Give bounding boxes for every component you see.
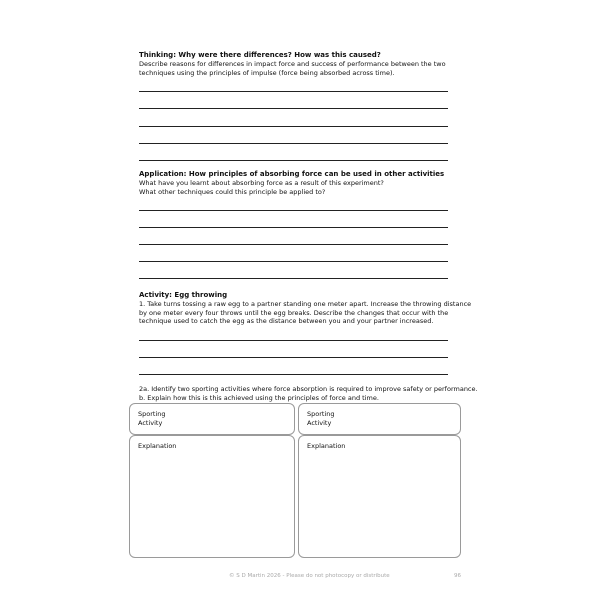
answer-line[interactable] bbox=[139, 244, 448, 245]
application-heading: Application: How principles of absorbing force can be used in other activities bbox=[139, 170, 445, 178]
answer-line[interactable] bbox=[139, 126, 448, 127]
question-2a: 2a. Identify two sporting activities where force absorption is required to improve safety or performance. bbox=[139, 385, 478, 393]
sporting-activity-label bbox=[307, 410, 335, 427]
question-2b: b. Explain how this is this achieved using the principles of force and time. bbox=[139, 393, 379, 402]
explanation-box-right[interactable] bbox=[298, 435, 461, 558]
answer-line[interactable] bbox=[139, 160, 448, 161]
application-line-2: What other techniques could this principle be applied to? bbox=[139, 187, 326, 196]
answer-line[interactable] bbox=[139, 374, 448, 375]
activity-heading: Activity: Egg throwing bbox=[139, 291, 228, 299]
activity-line-1: 1. Take turns tossing a raw egg to a partner standing one meter apart. Increase the throwing distance bbox=[139, 300, 472, 308]
page-number: 96 bbox=[454, 573, 461, 579]
thinking-instructions bbox=[139, 60, 446, 77]
answer-line[interactable] bbox=[139, 278, 448, 279]
explanation-label: Explanation bbox=[307, 442, 346, 450]
question-2 bbox=[139, 385, 478, 402]
answer-line[interactable] bbox=[139, 340, 448, 341]
answer-line[interactable] bbox=[139, 143, 448, 144]
sporting-activity-box-right[interactable] bbox=[298, 403, 461, 435]
thinking-line-2: techniques using the principles of impulse (force being absorbed across time). bbox=[139, 68, 395, 77]
answer-line[interactable] bbox=[139, 227, 448, 228]
activity-label-line: Activity bbox=[307, 418, 332, 427]
answer-line[interactable] bbox=[139, 91, 448, 92]
sporting-activity-box-left[interactable] bbox=[129, 403, 295, 435]
answer-line[interactable] bbox=[139, 261, 448, 262]
sporting-label-line: Sporting bbox=[138, 410, 166, 418]
activity-label-line: Activity bbox=[138, 418, 163, 427]
thinking-line-1: Describe reasons for differences in impact force and success of performance between the two bbox=[139, 60, 446, 68]
activity-instructions bbox=[139, 300, 471, 326]
activity-line-2: by one meter every four throws until the egg breaks. Describe the changes that occur with the bbox=[139, 308, 449, 317]
thinking-heading: Thinking: Why were there differences? How was this caused? bbox=[139, 51, 381, 59]
answer-line[interactable] bbox=[139, 108, 448, 109]
explanation-box-left[interactable] bbox=[129, 435, 295, 558]
application-line-1: What have you learnt about absorbing force as a result of this experiment? bbox=[139, 179, 384, 187]
sporting-label-line: Sporting bbox=[307, 410, 335, 418]
answer-line[interactable] bbox=[139, 210, 448, 211]
activity-line-3: technique used to catch the egg as the distance between you and your partner increased. bbox=[139, 317, 434, 326]
sporting-activity-label bbox=[138, 410, 166, 427]
answer-line[interactable] bbox=[139, 357, 448, 358]
application-instructions bbox=[139, 179, 384, 196]
explanation-label: Explanation bbox=[138, 442, 177, 450]
copyright-notice: © S D Martin 2026 - Please do not photocopy or distribute bbox=[229, 573, 390, 579]
